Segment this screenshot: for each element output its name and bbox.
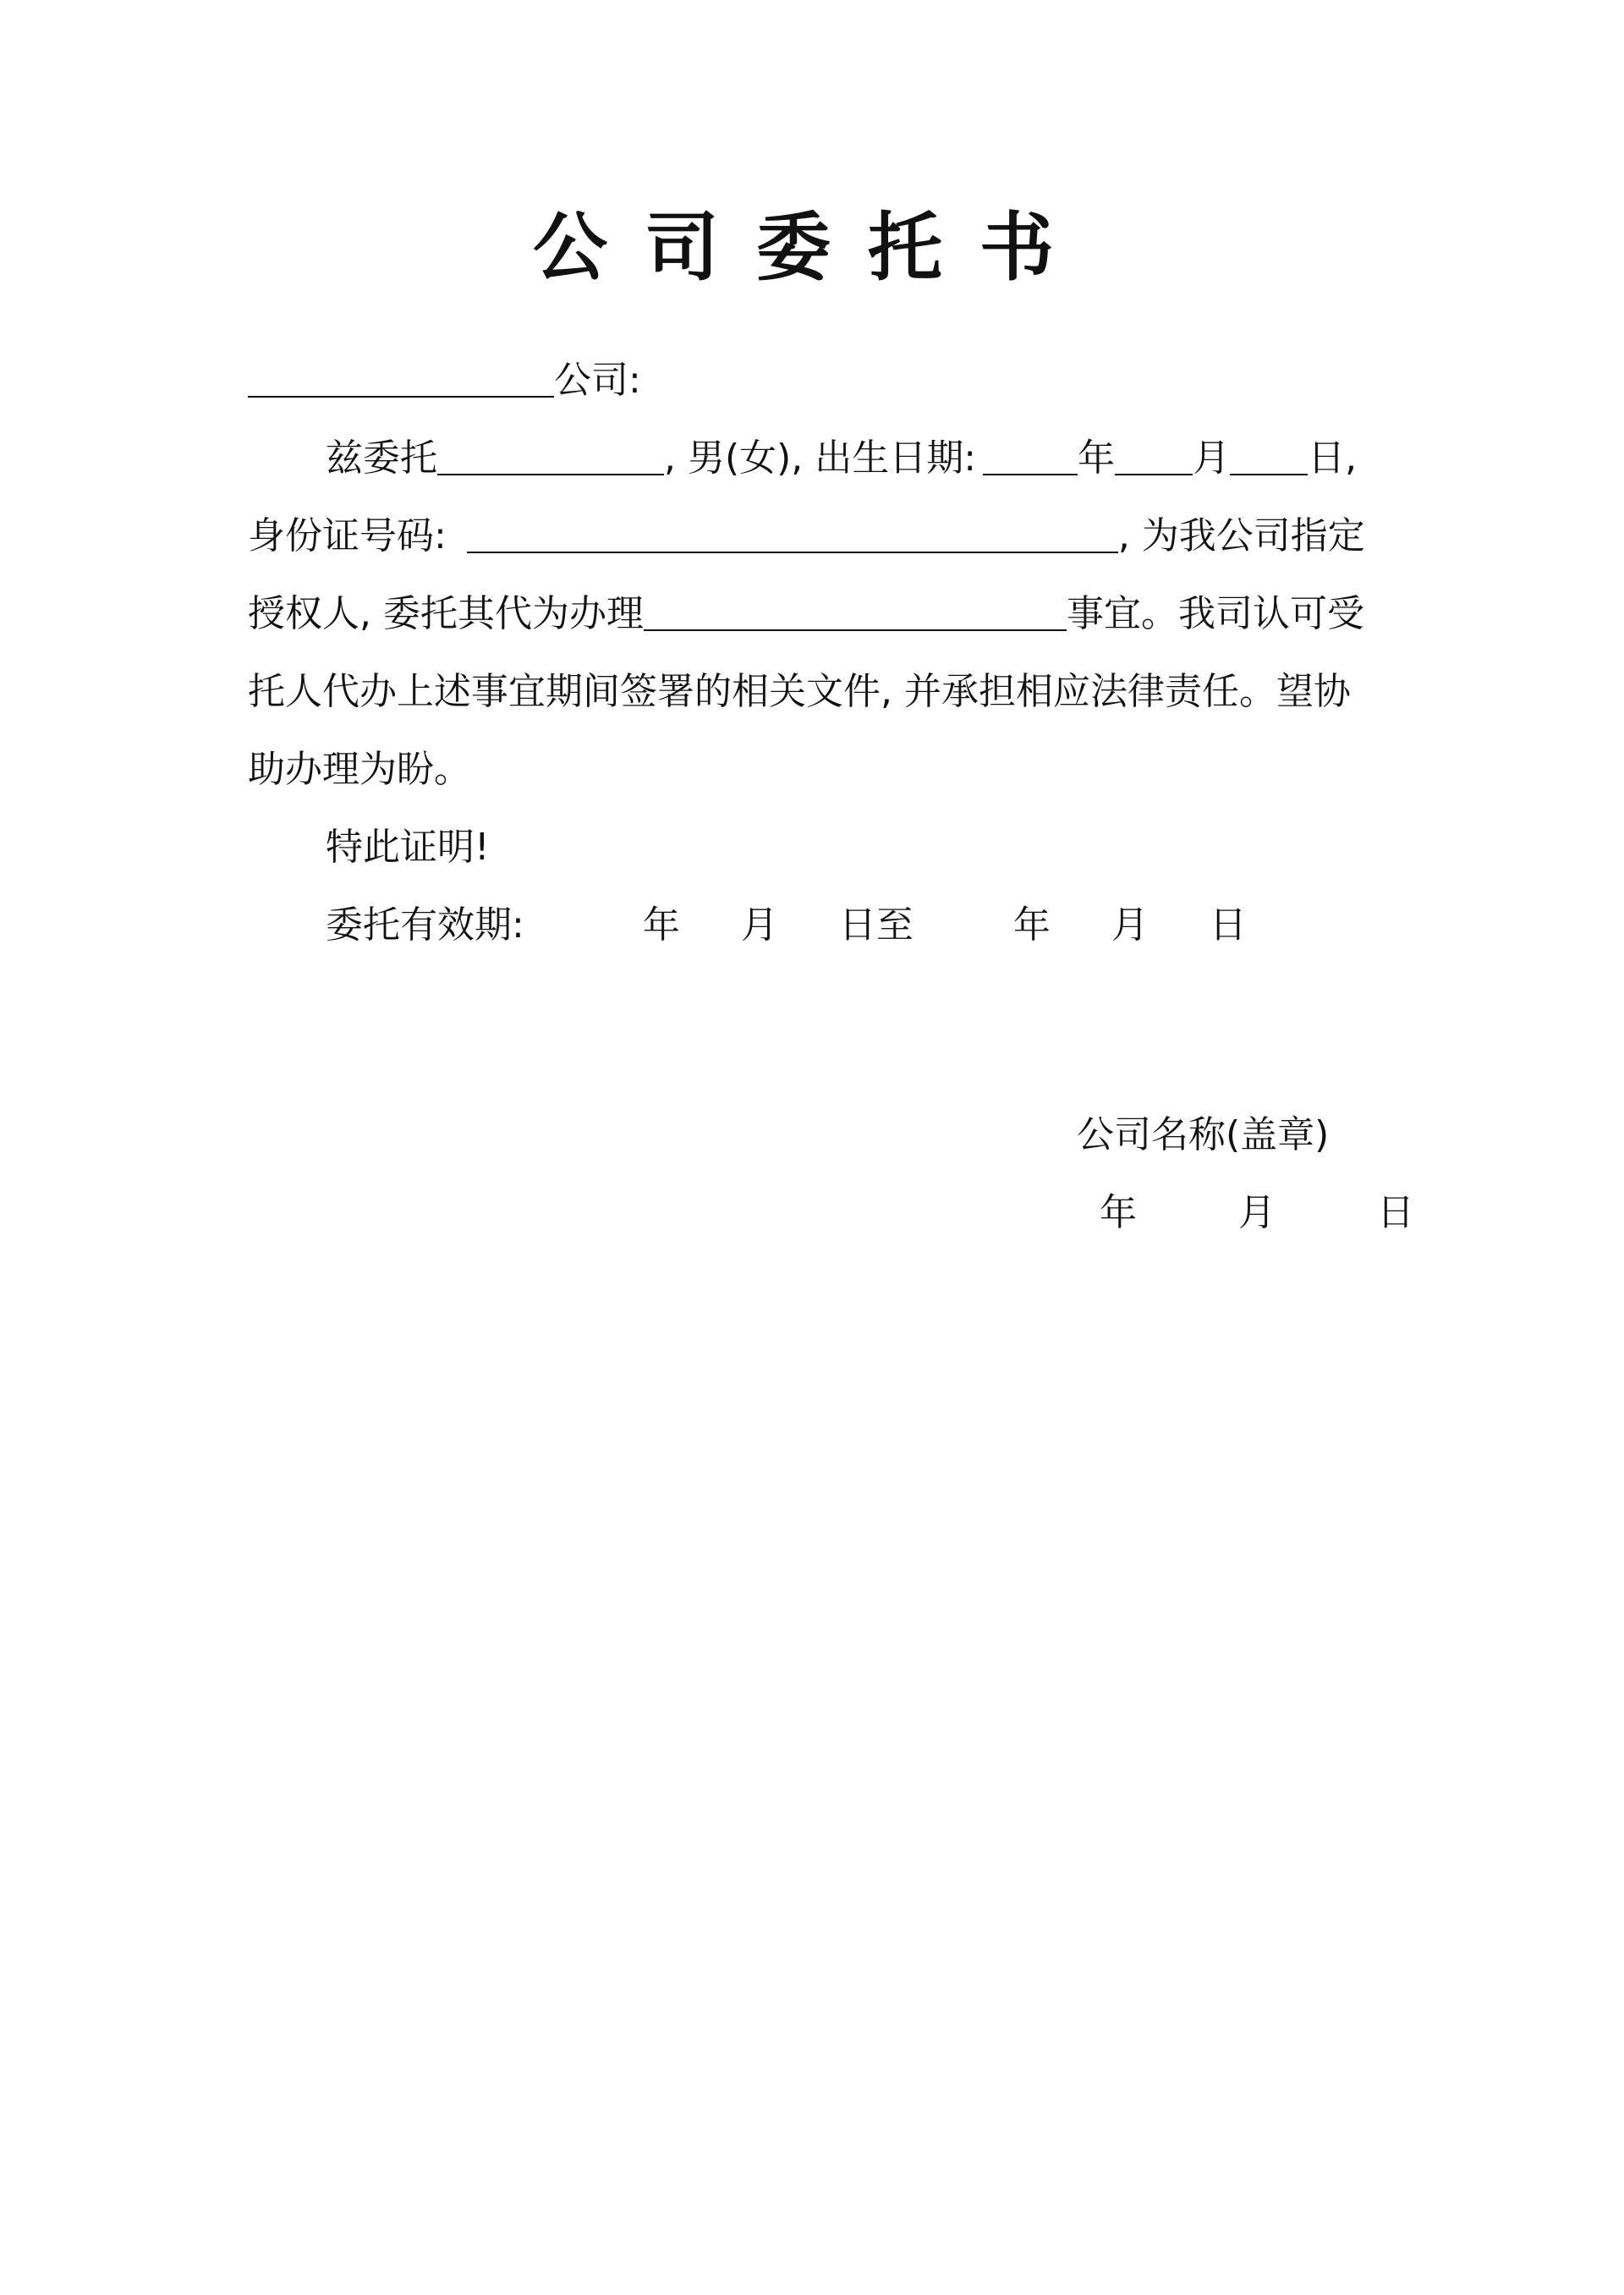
validity-end-month: 月 [1111,903,1149,947]
birth-month-label: 月 [1193,436,1231,480]
certify-text: 特此证明! [326,826,490,869]
validity-end-day: 日 [1209,903,1247,947]
body-text-4: 托人代办上述事宜期间签署的相关文件, 并承担相应法律责任。望协 [248,670,1351,713]
id-number-label: 身份证号码: [248,514,447,557]
matter-tail: 事宜。我司认可受 [1066,592,1364,635]
validity-start-day-to: 日至 [838,903,914,947]
birth-month-blank[interactable] [1115,436,1193,475]
validity-start-month: 月 [740,903,778,947]
signature-day: 日 [1377,1191,1414,1234]
certify-line [248,822,1390,873]
signature-month: 月 [1238,1191,1276,1234]
company-seal-label: 公司名称(盖章) [1077,1113,1330,1156]
signature-date [1100,1188,1414,1238]
matter-blank[interactable] [644,592,1067,631]
birth-day-label: 日, [1308,436,1358,480]
validity-label: 委托有效期: [326,903,524,947]
validity-end-year: 年 [1012,903,1051,947]
birth-day-blank[interactable] [1230,436,1308,475]
body-text-5: 助办理为盼。 [248,748,471,791]
addressee-suffix: 公司: [554,359,641,402]
addressee-line [248,355,1390,406]
birth-year-blank[interactable] [983,436,1078,475]
entrust-label: 兹委托 [326,436,437,480]
id-number-line [248,511,1390,562]
company-name-blank[interactable] [248,359,554,398]
entrust-line [248,433,1390,484]
trustee-name-blank[interactable] [437,436,664,475]
validity-line [248,900,1390,951]
gender-birth-label: , 男(女), 出生日期: [664,436,977,480]
body-line-4 [248,667,1390,717]
id-number-blank[interactable] [467,514,1118,553]
id-number-tail: , 为我公司指定 [1117,514,1365,557]
body-line-5 [248,744,1390,795]
document-title: 公司委托书 [532,204,1091,291]
signature-year: 年 [1100,1191,1137,1234]
birth-year-label: 年 [1078,436,1116,480]
matter-line [248,589,1390,640]
validity-start-year: 年 [642,903,680,947]
matter-head: 授权人, 委托其代为办理 [248,592,644,635]
